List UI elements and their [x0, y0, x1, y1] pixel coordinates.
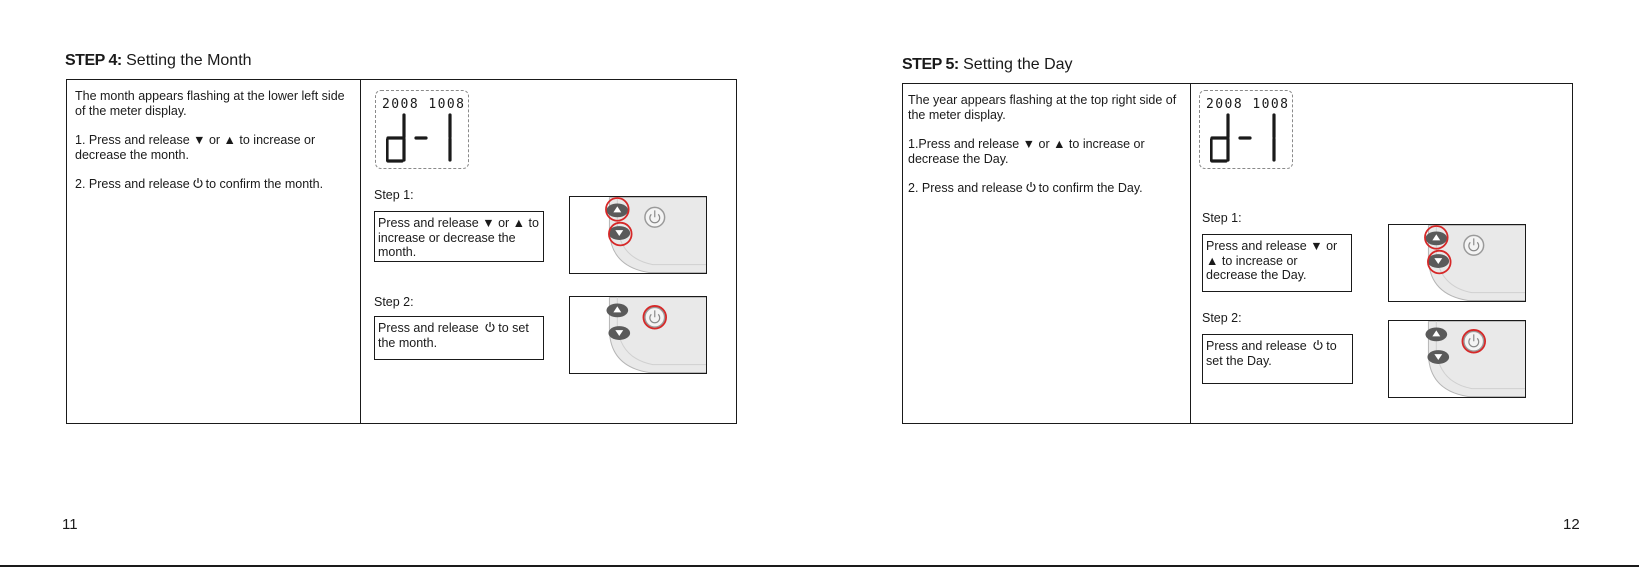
step-prefix: STEP 5: — [902, 56, 959, 73]
intro-text: The month appears flashing at the lower left side of the meter display. — [75, 89, 345, 118]
instruction-1: 1.Press and release ▼ or ▲ to increase or decrease the Day. — [908, 137, 1145, 166]
step-2-label: Step 2: — [1202, 311, 1242, 325]
panel-divider — [360, 80, 361, 423]
step-1-label: Step 1: — [374, 188, 414, 202]
instruction-2: 2. Press and release to confirm the Day. — [908, 181, 1143, 195]
display-top: 2008 1008 — [1206, 97, 1288, 111]
step-2-callout: Press and release to set the month. — [374, 316, 544, 360]
meter-illustration — [1389, 321, 1526, 398]
power-icon — [1025, 181, 1037, 193]
page-number-right: 12 — [1563, 516, 1580, 533]
page-number-left: 11 — [62, 516, 78, 533]
meter-photo-step-2 — [569, 296, 707, 374]
step-prefix: STEP 4: — [65, 52, 122, 69]
meter-display-left — [375, 90, 469, 169]
meter-photo-step-2 — [1388, 320, 1526, 398]
page-title-step-5 — [902, 56, 1073, 74]
display-year-segments — [382, 95, 464, 111]
display-big-segments — [386, 113, 456, 163]
meter-illustration — [570, 297, 707, 374]
instructions-left — [75, 89, 345, 206]
step-2-callout: Press and release to set the Day. — [1202, 334, 1353, 384]
instruction-1: 1. Press and release ▼ or ▲ to increase or decrease the month. — [75, 133, 316, 162]
panel-divider — [1190, 84, 1191, 423]
meter-illustration — [1389, 225, 1526, 302]
step-title: Setting the Month — [126, 52, 252, 69]
display-big-segments — [1210, 113, 1280, 163]
meter-display-right — [1199, 90, 1293, 169]
display-top: 2008 1008 — [382, 97, 464, 111]
step-1-label: Step 1: — [1202, 211, 1242, 225]
page-title-step-4 — [65, 52, 252, 70]
step-1-callout: Press and release ▼ or ▲ to increase or decrease the Day. — [1202, 234, 1352, 292]
instruction-2: 2. Press and release to confirm the month. — [75, 177, 324, 191]
page-bottom-rule — [0, 565, 1639, 567]
step-title: Setting the Day — [963, 56, 1073, 73]
meter-illustration — [570, 197, 707, 274]
meter-photo-step-1 — [569, 196, 707, 274]
power-icon — [484, 321, 496, 333]
instructions-right — [908, 93, 1186, 210]
meter-photo-step-1 — [1388, 224, 1526, 302]
power-icon — [192, 177, 204, 189]
step-2-label: Step 2: — [374, 295, 414, 309]
step-1-callout: Press and release ▼ or ▲ to increase or decrease the month. — [374, 211, 544, 262]
intro-text: The year appears flashing at the top right side of the meter display. — [908, 93, 1177, 122]
power-icon — [1312, 339, 1324, 351]
display-year-segments — [1206, 95, 1288, 111]
